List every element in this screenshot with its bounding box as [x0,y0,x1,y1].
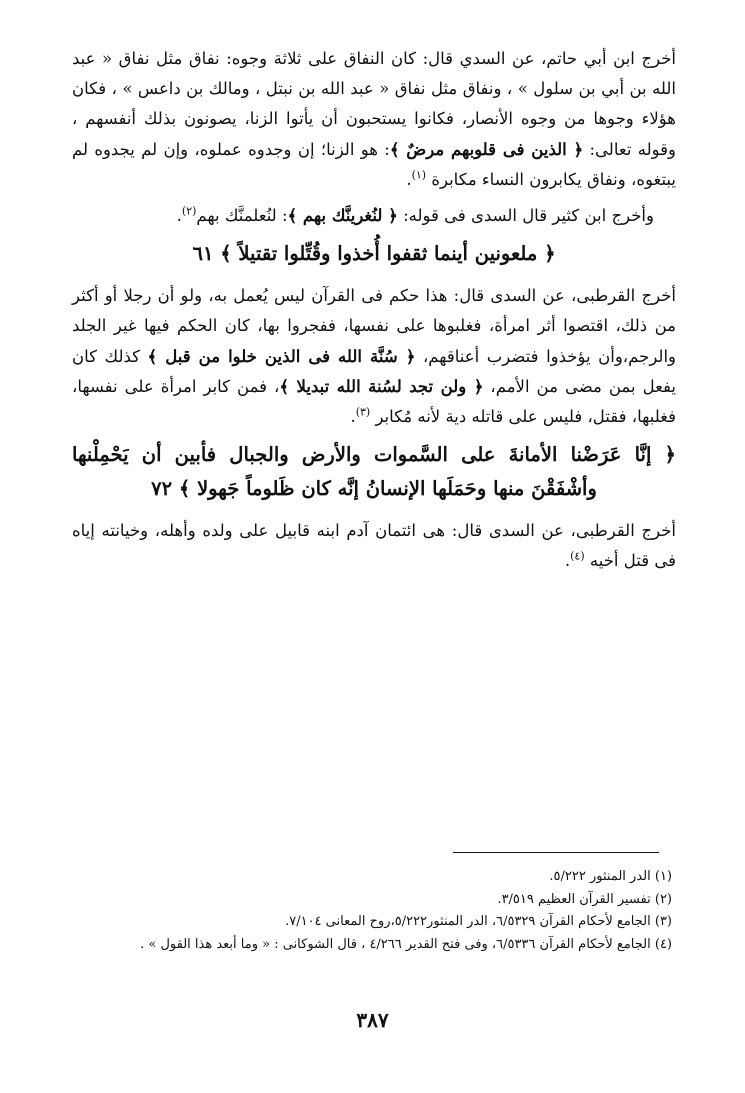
paragraph-ibn-abi-hatim: أخرج ابن أبي حاتم، عن السدي قال: كان النفاق على ثلاثة وجوه: نفاق مثل نفاق « عبد الله بن أبي بن سلول » ، ونفاق مثل نفاق « عبد الله بن نبتل ، ومالك بن داعس » ، فكان هؤلاء وجوها من وجوه الأنصار، فكانوا يستحبون أن يأتوا الزنا، يصونون بذلك أنفسهم ، وقوله تعالى: ﴿ الذين فى قلوبهم مرضٌ ﴾: هو الزنا؛ إن وجدوه عملوه، وإن لم يجدوه لم يبتغوه، ونفاق يكابرون النساء مكابرة $^{(١)}$. [72,49,676,189]
footnote-2: (٢) تفسير القرآن العظيم ٣/٥١٩. [497,891,672,907]
footnote-ref: (٢) [181,204,197,218]
footnote-1: (١) الدر المنثور ٥/٢٢٢. [549,869,672,884]
footnote-4: (٤) الجامع لأحكام القرآن ٦/٥٣٣٦، وفى فتح القدير ٤/٢٦٦ ، قال الشوكانى : « وما أبعد هذا القول » . [140,936,672,952]
paragraph-qurtubi-2: أخرج القرطبى، عن السدى قال: هى ائتمان آدم ابنه قابيل على ولده وأهله، وخيانته إياه فى قتل أخيه $^{(٤)}$. [72,521,676,571]
footnote-divider [453,852,659,853]
verse-quote: ﴿ سُنَّة الله فى الذين خلوا من قبل ﴾ [147,346,416,366]
verse-quote: ﴿ ولن تجد لسُنة الله تبديلا ﴾ [279,376,484,396]
footnote-3: (٣) الجامع لأحكام القرآن ٦/٥٣٢٩، الدر المنثور٥/٢٢٢،روح المعانى ٧/١٠٤. [285,914,672,929]
footnote-ref: (٤) [570,549,585,563]
verse-quote: ﴿ الذين فى قلوبهم مرضٌ ﴾ [389,139,584,159]
page-number: ٣٨٧ [356,1008,389,1032]
verse-quote: ﴿ لنُغرينَّك بهم ﴾ [287,206,398,226]
paragraph-qurtubi-1: أخرج القرطبى، عن السدى قال: هذا حكم فى القرآن ليس يُعمل به، ولو أن رجلا أو أكثر من ذلك، اقتصوا أثر امرأة، فغلبوها على نفسها، ففجروا بها، كان الحكم فيها غير الجلد والرجم،وأن يؤخذوا فتضرب أعناقهم، ﴿ سُنَّة الله فى الذين خلوا من قبل ﴾ كذلك كان يفعل بمن مضى من الأمم، ﴿ ولن تجد لسُنة الله تبديلا ﴾، فمن كابر امرأة على نفسها، فغلبها، فقتل، فليس على قاتله دية لأنه مُكابر $^{(٣)}$. [72,286,676,427]
footnotes [60,866,672,956]
footnote-ref: (٣) [355,405,371,419]
main-text [72,44,676,577]
footnote-ref: (١) [411,168,427,182]
quran-verse-61: ﴿ ملعونين أينما ثقفوا أُخذوا وقُتِّلوا تقتيلاً ﴾ ٦١ [192,242,556,266]
paragraph-ibn-kathir: وأخرج ابن كثير قال السدى فى قوله: ﴿ لنُغرينَّك بهم ﴾: لنُعلمنَّك بهم$^{(٢)}$. [176,204,654,226]
quran-verse-72: ﴿ إنَّا عَرَضْنا الأمانةَ على السَّموات والأرض والجبال فأبين أن يَحْمِلْنها وأشْفَقْنَ منها وحَمَلَها الإنسانُ إنَّه كان ظَلوماً جَهولا ﴾ ٧٢ [72,443,676,501]
